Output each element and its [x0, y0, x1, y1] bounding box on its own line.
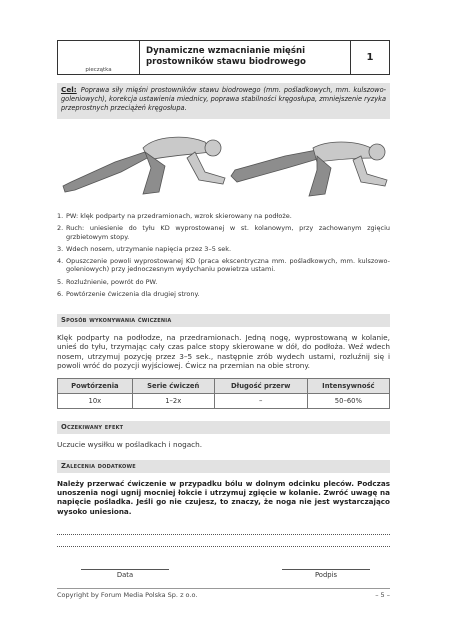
- step-item: 3. Wdech nosem, utrzymanie napięcia przez 3–5 sek.: [57, 244, 232, 253]
- step-item: 4. Opuszczenie powoli wyprostowanej KD (praca ekscentryczna mm. pośladkowych, mm. kulszowo-goleniowych) przy jednoczesnym wydychaniu powietrza ustami.: [57, 257, 390, 274]
- figure-start-position: [63, 137, 225, 194]
- notes-line: [57, 534, 390, 535]
- goal-label: Cel:: [61, 85, 77, 94]
- table-header-row: [58, 379, 390, 394]
- column-header: Serie ćwiczeń: [132, 379, 214, 394]
- table-cell: 50–60%: [307, 394, 389, 409]
- copyright: Copyright by Forum Media Polska Sp. z o.o.: [57, 591, 198, 599]
- stamp-field: [58, 41, 140, 74]
- step-item: 6. Powtórzenie ćwiczenia dla drugiej strony.: [57, 289, 200, 298]
- table-cell: 10x: [58, 394, 133, 409]
- worksheet-header: [57, 40, 390, 75]
- method-text: Klęk podparty na podłodze, na przedramionach. Jedną nogę, wyprostowaną w kolanie, unieś do tyłu, trzymając cały czas palce stopy skierowane w dół, do podłoża. Weź wdech nosem, utrzymuj pozycję przez 3–5 sek., następnie zrób wydech ustami, rozluźnij się i powoli wróć do pozycji wyjściowej. Ćwicz na przemian na obie strony.: [57, 333, 390, 370]
- column-header: Powtórzenia: [58, 379, 133, 394]
- date-label: Data: [116, 571, 134, 579]
- table-cell: 1–2x: [132, 394, 214, 409]
- footer-divider: [57, 588, 390, 589]
- step-item: 5. Rozluźnienie, powrót do PW.: [57, 277, 158, 286]
- exercise-illustration: [55, 122, 395, 208]
- table-cell: –: [214, 394, 307, 409]
- signature-line: [282, 569, 370, 570]
- column-header: Długość przerw: [214, 379, 307, 394]
- recommendations-text: Należy przerwać ćwiczenie w przypadku bólu w dolnym odcinku pleców. Podczas unoszenia nogi ugnij mocniej łokcie i utrzymuj zgięcie w kolanie. Zwróć uwagę na napięcie pośladka. Jeśli go nie czujesz, to znaczy, że noga nie jest wystarczająco wysoko uniesiona.: [57, 479, 390, 516]
- page-number: – 5 –: [375, 591, 390, 599]
- date-line: [81, 569, 169, 570]
- effect-heading: Oczekiwany efekt: [57, 421, 390, 434]
- notes-line: [57, 546, 390, 547]
- step-item: 2. Ruch: uniesienie do tyłu KD wyprostowanej w st. kolanowym, przy zachowanym zgięciu grzbietowym stopy.: [57, 224, 390, 241]
- parameters-table: [57, 378, 390, 409]
- goal-text: Poprawa siły mięśni prostowników stawu biodrowego (mm. pośladkowych, mm. kulszowo-goleniowych), korekcja ustawienia miednicy, poprawa stabilności kręgosłupa, zmniejszenie ryzyka przeprostnych przeciążeń kręgosłupa.: [61, 86, 386, 112]
- goal-box: [57, 83, 390, 119]
- exercise-title: [140, 41, 351, 74]
- figure-lifted-position: [231, 142, 387, 196]
- title-line-2: prostowników stawu biodrowego: [146, 57, 306, 67]
- recommendations-heading: Zalecenia dodatkowe: [57, 460, 390, 473]
- exercise-steps: [57, 212, 390, 302]
- step-item: 1. PW: klęk podparty na przedramionach, wzrok skierowany na podłoże.: [57, 212, 292, 220]
- title-line-1: Dynamiczne wzmacnianie mięśni: [146, 46, 306, 56]
- column-header: Intensywność: [307, 379, 389, 394]
- effect-text: Uczucie wysiłku w pośladkach i nogach.: [57, 440, 203, 449]
- table-row: [58, 394, 390, 409]
- exercise-number: 1: [366, 52, 374, 63]
- signature-label: Podpis: [314, 571, 338, 579]
- stamp-label: pieczątka: [85, 67, 112, 73]
- method-heading: Sposób wykonywania ćwiczenia: [57, 314, 390, 327]
